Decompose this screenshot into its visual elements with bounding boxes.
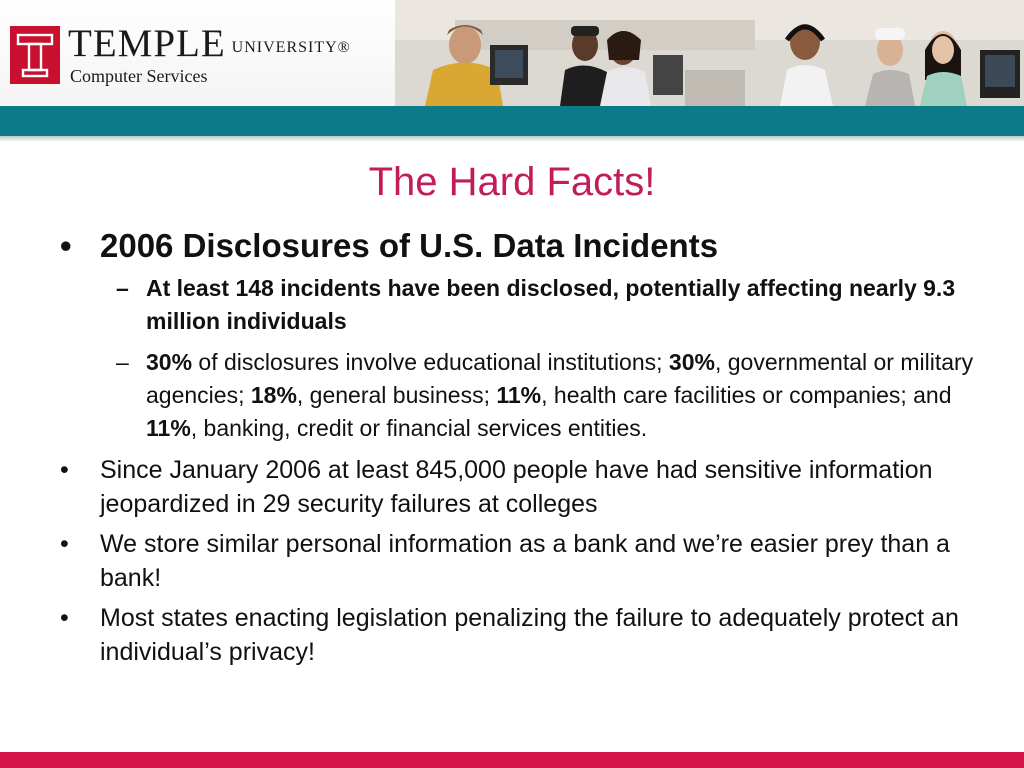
bullet-item <box>58 453 988 521</box>
bottom-accent-bar <box>0 752 1024 768</box>
sub-bullet-text: At least 148 incidents have been disclosed, potentially affecting nearly 9.3 million individuals <box>146 275 956 334</box>
percent-value: 11% <box>146 415 191 441</box>
bullet-text: We store similar personal information as a bank and we’re easier prey than a bank! <box>100 530 950 592</box>
bullet-glyph: • <box>60 530 69 558</box>
brand-name: TEMPLE <box>68 22 226 65</box>
bullet-item <box>58 601 988 669</box>
teal-bar-shadow <box>0 136 1024 142</box>
students-photo <box>395 0 1024 106</box>
brand-wordmark <box>68 24 351 86</box>
brand-subtitle: Computer Services <box>70 66 208 86</box>
text-run: , health care facilities or companies; and <box>541 382 952 408</box>
dash-glyph: – <box>116 275 129 301</box>
sub-bullet-item <box>58 346 988 445</box>
percent-value: 18% <box>250 382 297 408</box>
bullet-text: Most states enacting legislation penalizing the failure to adequately protect an individual’s privacy! <box>100 604 959 666</box>
bullet-glyph: • <box>60 604 69 632</box>
sub-bullet-item <box>58 272 988 338</box>
percent-value: 30% <box>668 349 715 375</box>
text-run: of disclosures involve educational institutions; <box>192 349 669 375</box>
percent-value: 30% <box>146 349 193 375</box>
bullet-glyph: • <box>60 456 69 484</box>
text-run: , banking, credit or financial services entities. <box>190 415 648 441</box>
percent-value: 11% <box>496 382 542 408</box>
header-banner <box>0 0 1024 106</box>
bullet-glyph: • <box>60 227 72 264</box>
slide-body <box>58 226 988 669</box>
bullet-text: 2006 Disclosures of U.S. Data Incidents <box>100 227 719 264</box>
sub-bullet-text <box>146 349 973 441</box>
temple-t-glyph <box>15 31 55 79</box>
bullet-item <box>58 527 988 595</box>
bullet-item <box>58 226 988 266</box>
students-at-computers-image <box>395 0 1024 106</box>
bullet-text: Since January 2006 at least 845,000 people have had sensitive information jeopardized in 29 security failures at colleges <box>100 456 933 518</box>
teal-divider-bar <box>0 106 1024 136</box>
slide-title: The Hard Facts! <box>368 160 656 204</box>
temple-t-logo-icon <box>10 26 60 84</box>
brand-university: UNIVERSITY® <box>231 39 351 56</box>
text-run: , general business; <box>296 382 497 408</box>
dash-glyph: – <box>116 349 129 375</box>
text-run: , governmental or military agencies; <box>146 349 974 408</box>
